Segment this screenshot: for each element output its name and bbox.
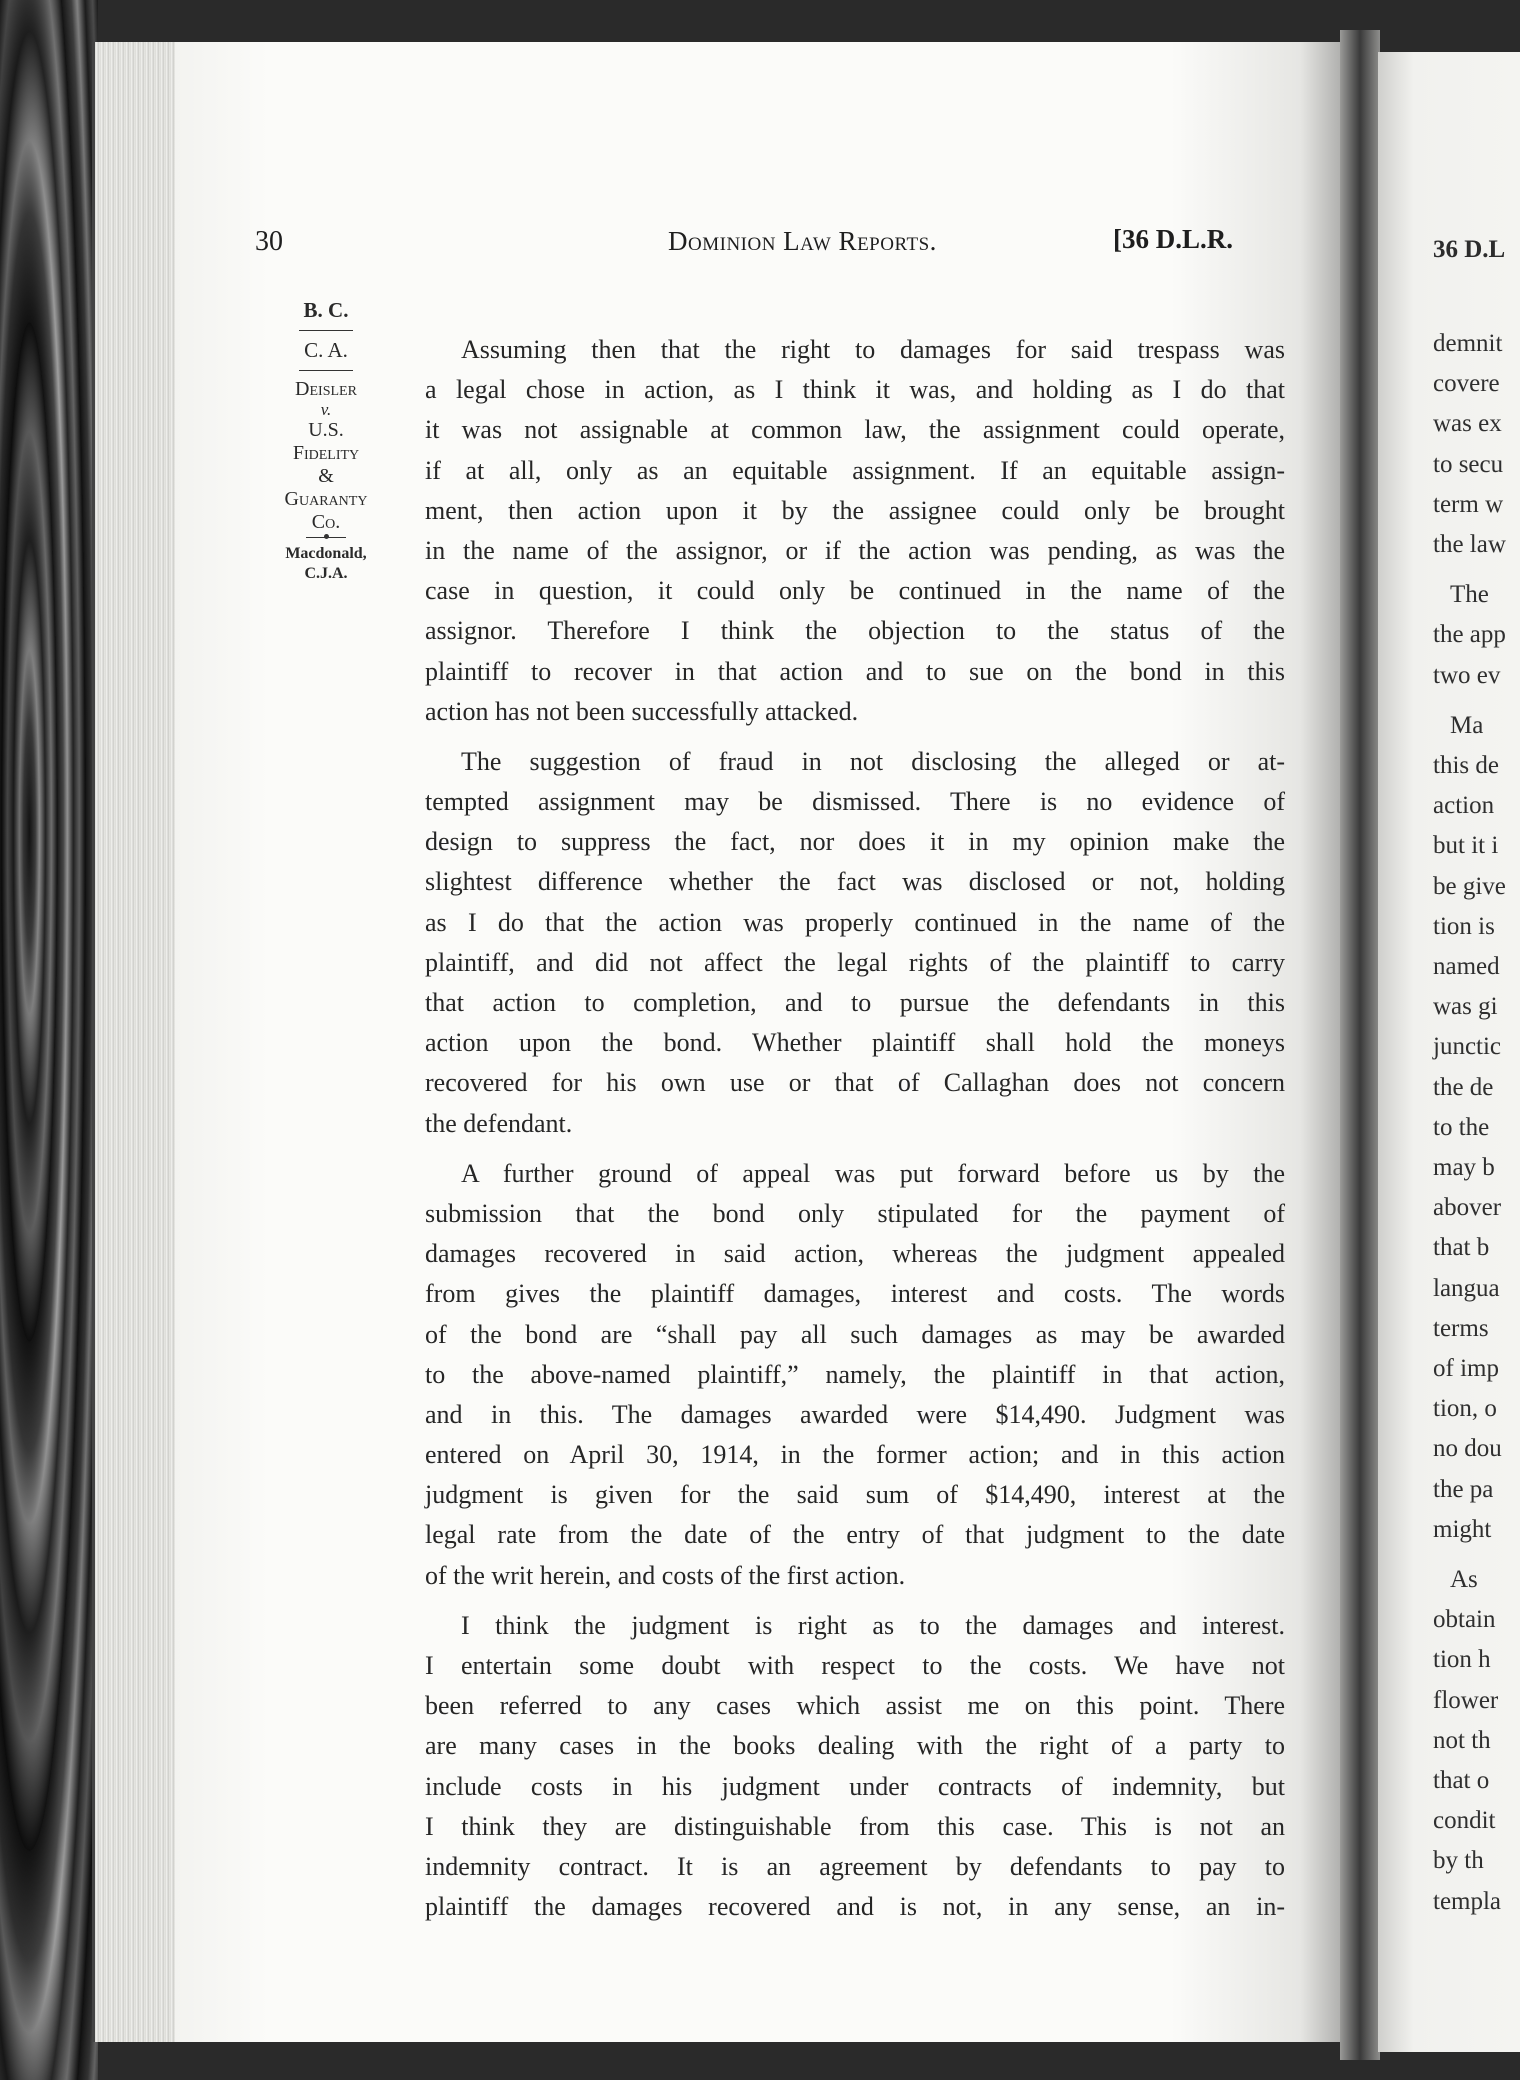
side-note <box>268 298 384 583</box>
text-line: judgment is given for the said sum of $14,490, interest at the <box>425 1480 1285 1510</box>
text-line: action upon the bond. Whether plaintiff shall hold the moneys <box>425 1028 1285 1058</box>
facing-text-line: tion is <box>1433 912 1495 940</box>
facing-text-line: was gi <box>1433 993 1498 1021</box>
party-defendant-line-1: U.S. <box>308 419 344 441</box>
facing-text-line: covere <box>1433 370 1500 398</box>
text-line: are many cases in the books dealing with the right of a party to <box>425 1731 1285 1761</box>
running-title-text: Dominion Law Reports. <box>668 226 937 256</box>
text-line: case in question, it could only be continued in the name of the <box>425 576 1285 606</box>
text-line: in the name of the assignor, or if the action was pending, as was the <box>425 535 1285 565</box>
facing-text-line: by th <box>1433 1847 1484 1875</box>
text-line: I think the judgment is right as to the damages and interest. <box>461 1610 1285 1640</box>
text-line: Assuming then that the right to damages for said trespass was <box>461 335 1285 364</box>
facing-text-line: the pa <box>1433 1475 1494 1503</box>
text-line: a legal chose in action, as I think it was, and holding as I do that <box>425 375 1285 405</box>
text-line: it was not assignable at common law, the assignment could operate, <box>425 415 1285 445</box>
text-line: assignor. Therefore I think the objection to the status of the <box>425 616 1285 646</box>
book-gutter <box>1340 30 1380 2060</box>
party-defendant-line-4: Guaranty <box>284 488 368 510</box>
text-line: A further ground of appeal was put forward before us by the <box>461 1158 1285 1188</box>
division-label: C. A. <box>304 338 348 362</box>
facing-text-line: junctic <box>1433 1033 1502 1061</box>
facing-text-line: two ev <box>1433 661 1501 689</box>
text-line: damages recovered in said action, whereas the judgment appealed <box>425 1239 1285 1269</box>
facing-text-line: the de <box>1433 1073 1494 1101</box>
judge-title: C.J.A. <box>304 565 348 582</box>
page-edges <box>92 42 183 2042</box>
body-text <box>425 330 1285 1937</box>
facing-text-line: of imp <box>1433 1355 1499 1382</box>
facing-text-line: The <box>1450 581 1489 609</box>
text-line: indemnity contract. It is an agreement by defendants to pay to <box>425 1851 1285 1881</box>
volume-reference: [36 D.L.R. <box>1113 224 1233 254</box>
facing-text-line: condit <box>1433 1807 1496 1835</box>
text-line: plaintiff the damages recovered and is not, in any sense, an in- <box>425 1892 1285 1922</box>
text-line: tempted assignment may be dismissed. There is no evidence of <box>425 787 1285 817</box>
facing-page <box>1378 52 1520 2052</box>
text-line: entered on April 30, 1914, in the former action; and in this action <box>425 1440 1285 1470</box>
side-note-rule <box>299 370 353 371</box>
paragraph <box>425 1154 1285 1596</box>
party-plaintiff: Deisler <box>295 378 357 400</box>
facing-text-line: Ma <box>1450 711 1484 739</box>
facing-text-line: was ex <box>1433 410 1502 438</box>
text-line: action has not been successfully attacked. <box>425 696 859 726</box>
text-line: legal rate from the date of the entry of that judgment to the date <box>425 1520 1285 1550</box>
text-line: design to suppress the fact, nor does it in my opinion make the <box>425 827 1285 857</box>
judge-name: Macdonald, <box>285 545 367 562</box>
facing-text-line: term w <box>1433 490 1504 518</box>
text-line: I entertain some doubt with respect to the costs. We have not <box>425 1651 1285 1680</box>
text-line: of the bond are “shall pay all such damages as may be awarded <box>425 1319 1285 1349</box>
facing-text-line: the app <box>1433 621 1506 649</box>
facing-text-line: the law <box>1433 531 1506 558</box>
text-line: as I do that the action was properly continued in the name of the <box>425 907 1285 937</box>
side-note-rule <box>299 330 353 331</box>
book-cover-marbled <box>0 0 98 2080</box>
facing-text-line: named <box>1433 953 1500 980</box>
facing-text-line: tion, o <box>1433 1395 1497 1423</box>
text-line: plaintiff to recover in that action and to sue on the bond in this <box>425 656 1285 686</box>
facing-text-line: may b <box>1433 1154 1495 1181</box>
paragraph <box>425 1606 1285 1928</box>
text-line: ment, then action upon it by the assignee could only be brought <box>425 495 1285 525</box>
side-note-rule <box>306 537 346 538</box>
facing-text-line: tion h <box>1433 1646 1491 1674</box>
facing-text-line: not th <box>1433 1726 1491 1754</box>
text-line: I think they are distinguishable from this case. This is not an <box>425 1811 1285 1841</box>
facing-text-line: demnit <box>1433 330 1503 357</box>
running-title <box>668 226 937 257</box>
page-number: 30 <box>255 226 283 257</box>
party-defendant-line-2: Fidelity <box>292 442 360 464</box>
facing-text-line: no dou <box>1433 1435 1502 1463</box>
facing-text-line: abover <box>1433 1194 1502 1222</box>
facing-text-line: terms <box>1433 1314 1489 1342</box>
text-line: from gives the plaintiff damages, interest and costs. The words <box>425 1279 1285 1309</box>
text-line: include costs in his judgment under contracts of indemnity, but <box>425 1771 1285 1801</box>
text-line: and in this. The damages awarded were $14,490. Judgment was <box>425 1399 1285 1429</box>
facing-text-line: templa <box>1433 1887 1502 1915</box>
text-line: slightest difference whether the fact was disclosed or not, holding <box>425 867 1285 897</box>
facing-text-line: that o <box>1433 1767 1490 1794</box>
versus-label: v. <box>320 400 332 419</box>
facing-page-header: 36 D.L <box>1433 236 1506 263</box>
text-line: recovered for his own use or that of Callaghan does not concern <box>425 1068 1285 1098</box>
facing-text-line: flower <box>1433 1686 1499 1714</box>
court-label: B. C. <box>303 298 349 322</box>
facing-text-line: action <box>1433 792 1495 820</box>
text-line: submission that the bond only stipulated for the payment of <box>425 1198 1285 1228</box>
text-line: the defendant. <box>425 1108 573 1138</box>
facing-text-line: to the <box>1433 1113 1490 1141</box>
facing-text-line: be give <box>1433 872 1506 900</box>
party-defendant-line-5: Co. <box>311 511 341 533</box>
facing-text-line: to secu <box>1433 450 1504 478</box>
paragraph <box>425 742 1285 1144</box>
text-line: been referred to any cases which assist me on this point. There <box>425 1691 1285 1721</box>
text-line: that action to completion, and to pursue the defendants in this <box>425 988 1285 1017</box>
facing-text-line: might <box>1433 1515 1492 1543</box>
facing-text-line: As <box>1450 1566 1478 1593</box>
facing-text-line: this de <box>1433 752 1499 779</box>
party-defendant-line-3: & <box>318 465 334 487</box>
text-line: plaintiff, and did not affect the legal rights of the plaintiff to carry <box>425 947 1285 977</box>
facing-text-line: langua <box>1433 1274 1500 1302</box>
facing-text-line: obtain <box>1433 1606 1496 1634</box>
text-line: if at all, only as an equitable assignment. If an equitable assign- <box>425 455 1285 485</box>
text-line: to the above-named plaintiff,” namely, the plaintiff in that action, <box>425 1359 1285 1389</box>
facing-text-line: that b <box>1433 1234 1490 1262</box>
text-line: The suggestion of fraud in not disclosing the alleged or at- <box>461 746 1285 776</box>
paragraph <box>425 330 1285 732</box>
text-line: of the writ herein, and costs of the first action. <box>425 1560 906 1590</box>
facing-text-line: but it i <box>1433 832 1499 860</box>
